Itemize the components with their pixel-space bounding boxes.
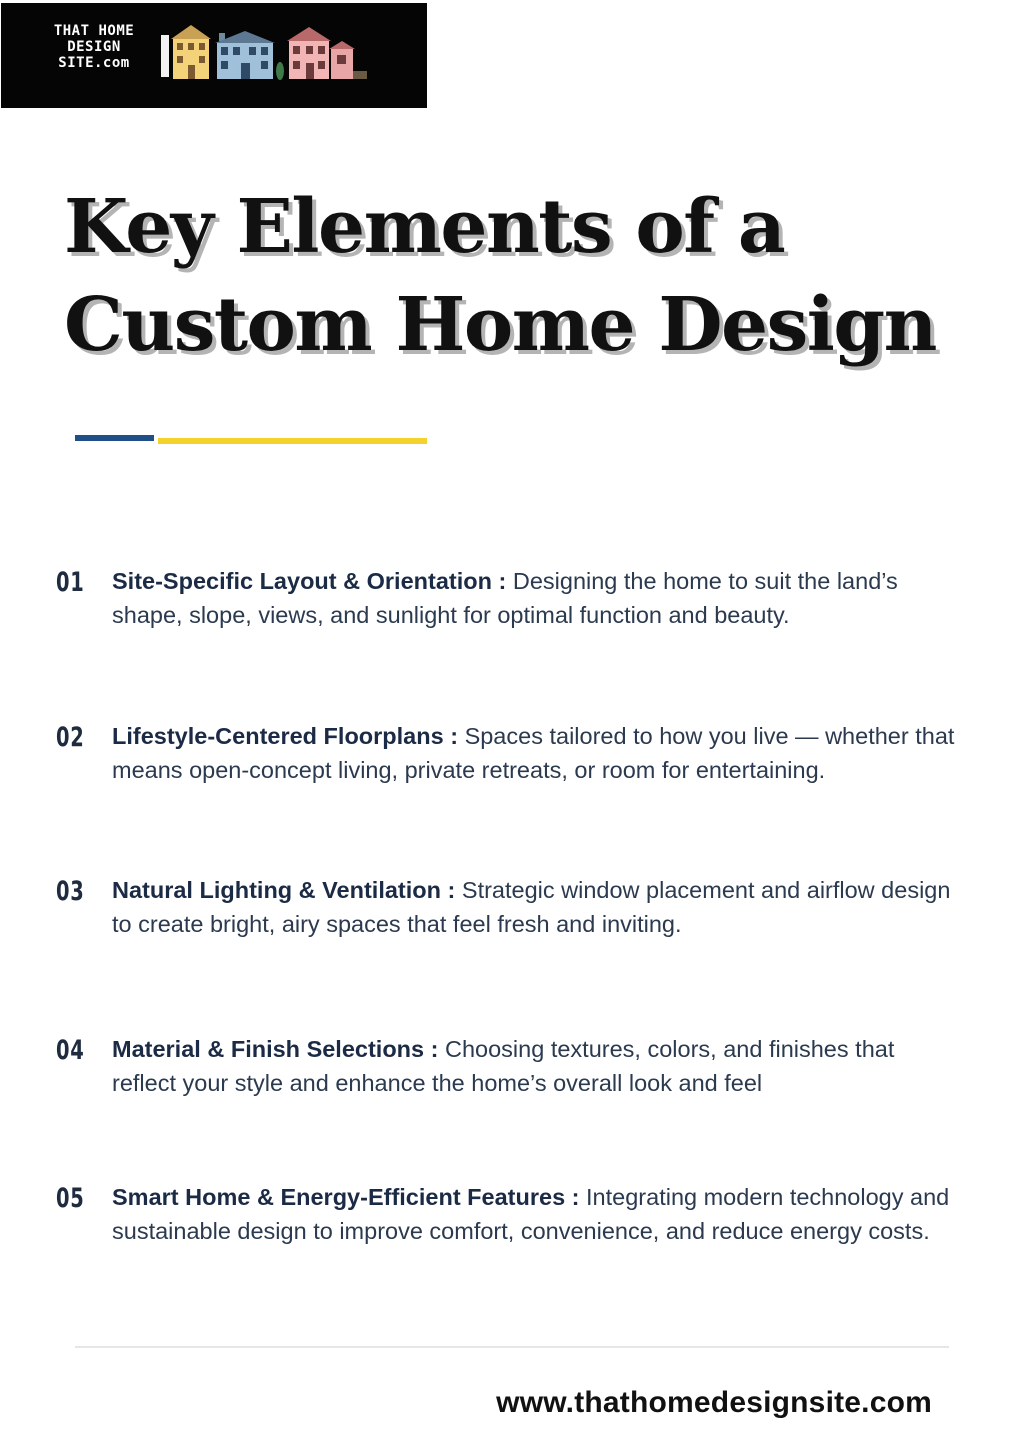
item-body — [112, 1033, 962, 1100]
item-body — [112, 1181, 962, 1248]
item-title: Site-Specific Layout & Orientation : — [112, 568, 507, 594]
item-number: 03 — [56, 876, 85, 907]
footer-divider — [75, 1346, 949, 1348]
item-number: 04 — [56, 1035, 85, 1066]
item-description: Spaces tailored to how you live — whether that means open-concept living, private retreats, or room for entertaining. — [112, 723, 955, 783]
item-number: 05 — [56, 1183, 85, 1214]
item-title: Natural Lighting & Ventilation : — [112, 877, 456, 903]
item-description: Integrating modern technology and sustainable design to improve comfort, convenience, and reduce energy costs. — [112, 1184, 950, 1244]
item-title: Material & Finish Selections : — [112, 1036, 439, 1062]
page-title-line-1: Key Elements of a — [64, 184, 785, 270]
item-body — [112, 565, 962, 632]
logo-line-3: SITE.com — [58, 55, 130, 71]
item-body — [112, 720, 962, 787]
item-number: 01 — [56, 567, 85, 598]
accent-bar-blue — [75, 435, 154, 441]
page-title-line-2: Custom Home Design — [64, 282, 936, 368]
logo-line-2: DESIGN — [67, 39, 121, 55]
item-title: Smart Home & Energy-Efficient Features : — [112, 1184, 580, 1210]
item-title: Lifestyle-Centered Floorplans : — [112, 723, 459, 749]
logo-line-1: THAT HOME — [53, 23, 135, 39]
accent-bar-yellow — [158, 438, 427, 444]
houses-illustration-icon — [157, 21, 369, 83]
page-title — [64, 178, 964, 374]
item-number: 02 — [56, 722, 85, 753]
item-description: Designing the home to suit the land’s shape, slope, views, and sunlight for optimal function and beauty. — [112, 568, 898, 628]
footer-website-link[interactable]: www.thathomedesignsite.com — [496, 1386, 932, 1419]
item-description: Strategic window placement and airflow design to create bright, airy spaces that feel fresh and inviting. — [112, 877, 951, 937]
site-logo[interactable] — [1, 3, 427, 108]
logo-wordmark — [31, 23, 157, 71]
item-body — [112, 874, 962, 941]
item-description: Choosing textures, colors, and finishes that reflect your style and enhance the home’s overall look and feel — [112, 1036, 895, 1096]
